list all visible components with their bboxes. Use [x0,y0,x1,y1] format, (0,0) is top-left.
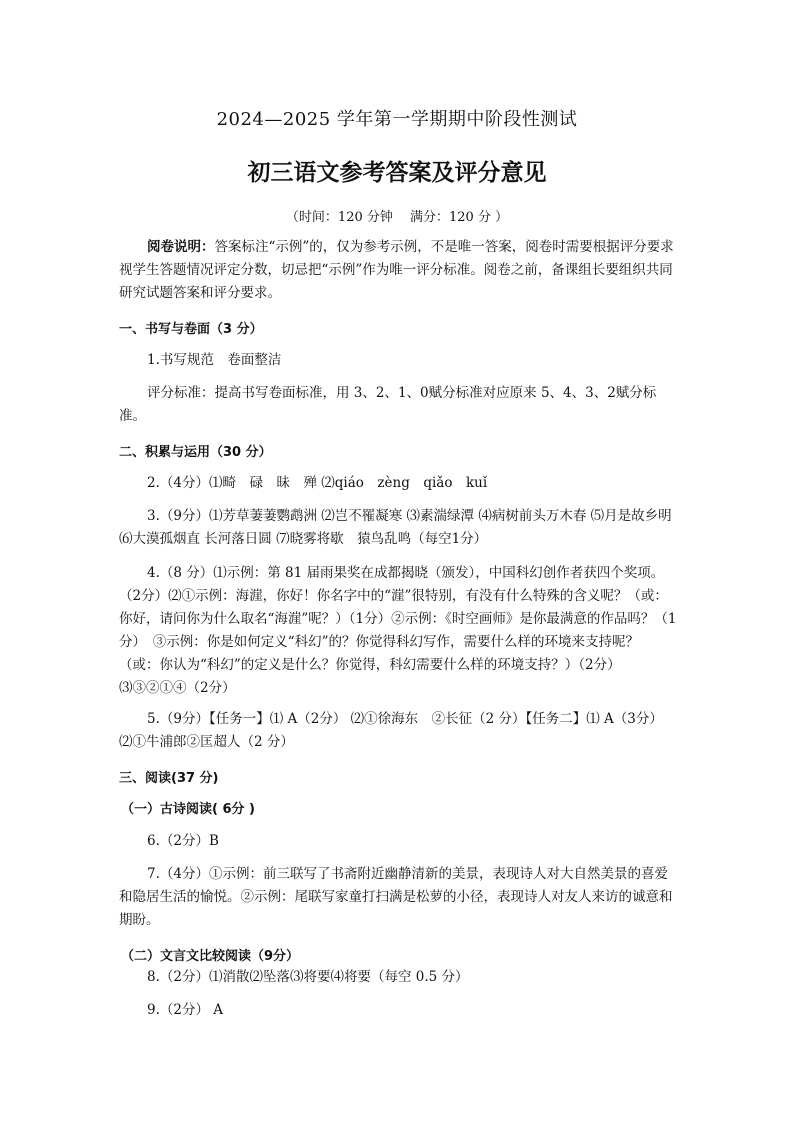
q1-criteria: 评分标准：提高书写卷面标准，用 3、2、1、0赋分标准对应原来 5、4、3、2赋分标准。 [119,385,657,424]
q3-answer: 3.（9分）⑴芳草萋萋鹦鹉洲 ⑵岂不罹凝寒 ⑶素湍绿潭 ⑷病树前头万木春 ⑸月是故乡明 ⑹大漠孤烟直 长河落日圆 ⑺晓雾将歇 猿鸟乱鸣（每空1分） [119,508,672,547]
q8-answer: 8.（2分）⑴消散⑵坠落⑶将要⑷将要（每空 0.5 分） [147,969,469,985]
instructions-label: 阅卷说明： [147,239,215,255]
q6-answer: 6.（2分）B [147,833,219,849]
instructions-text: 答案标注“示例”的，仅为参考示例，不是唯一答案，阅卷时需要根据评分要求视学生答题情况评定分数，切忌把“示例”作为唯一评分标准。阅卷之前，备课组长要组织共同研究试题答案和评分要求。 [119,239,674,301]
q1-answer: 1.书写规范 卷面整洁 [147,352,282,368]
document-title: 初三语文参考答案及评分意见 [247,160,547,186]
grading-instructions [119,236,679,305]
time-score-info: （时间：120 分钟 满分：120 分 ） [285,210,509,225]
q4-answer: 4.（8 分）⑴示例：第 81 届雨果奖在成都揭晓（颁发），中国科幻创作者获四个奖项。（2分）⑵①示例：海漄，你好！你名字中的“漄”很特别，有没有什么特殊的含义呢？（或：你好，请问你为什么取名“海漄”呢？）（1分）②示例：《时空画师》是你最满意的作品吗？（1分） ③示例：你是如何定义“科幻”的？你觉得科幻写作，需要什么样的环境来支持呢？（或：你认为“科幻”的定义是什么？你觉得，科幻需要什么样的环境支持？）（2分） ⑶③②①④（2分） [119,565,677,696]
q2-answer: 2.（4分）⑴畸 碌 昧 殚 ⑵qiáo zèng qiǎo kuǐ [147,475,488,491]
exam-title: 2024—2025 学年第一学期期中阶段性测试 [216,109,578,130]
section-3-heading: 三、阅读(37 分) [119,771,219,786]
subsection-poetry-heading: （一）古诗阅读( 6分 ) [121,802,255,817]
q5-answer: 5.（9分）【任务一】⑴ A（2分） ⑵①徐海东 ②长征（2 分）【任务二】⑴ A（3分）⑵①牛浦郎②匡超人（2 分） [119,711,663,750]
section-1-heading: 一、书写与卷面（3 分） [119,322,263,337]
section-2-heading: 二、积累与运用（30 分） [119,445,272,460]
subsection-classical-heading: （二）文言文比较阅读（9分） [121,949,300,964]
q9-answer: 9.（2分） A [147,1002,224,1018]
q7-answer: 7.（4分）①示例：前三联写了书斋附近幽静清新的美景，表现诗人对大自然美景的喜爱和隐居生活的愉悦。②示例：尾联写家童打扫满是松萝的小径，表现诗人对友人来访的诚意和期盼。 [119,866,673,928]
